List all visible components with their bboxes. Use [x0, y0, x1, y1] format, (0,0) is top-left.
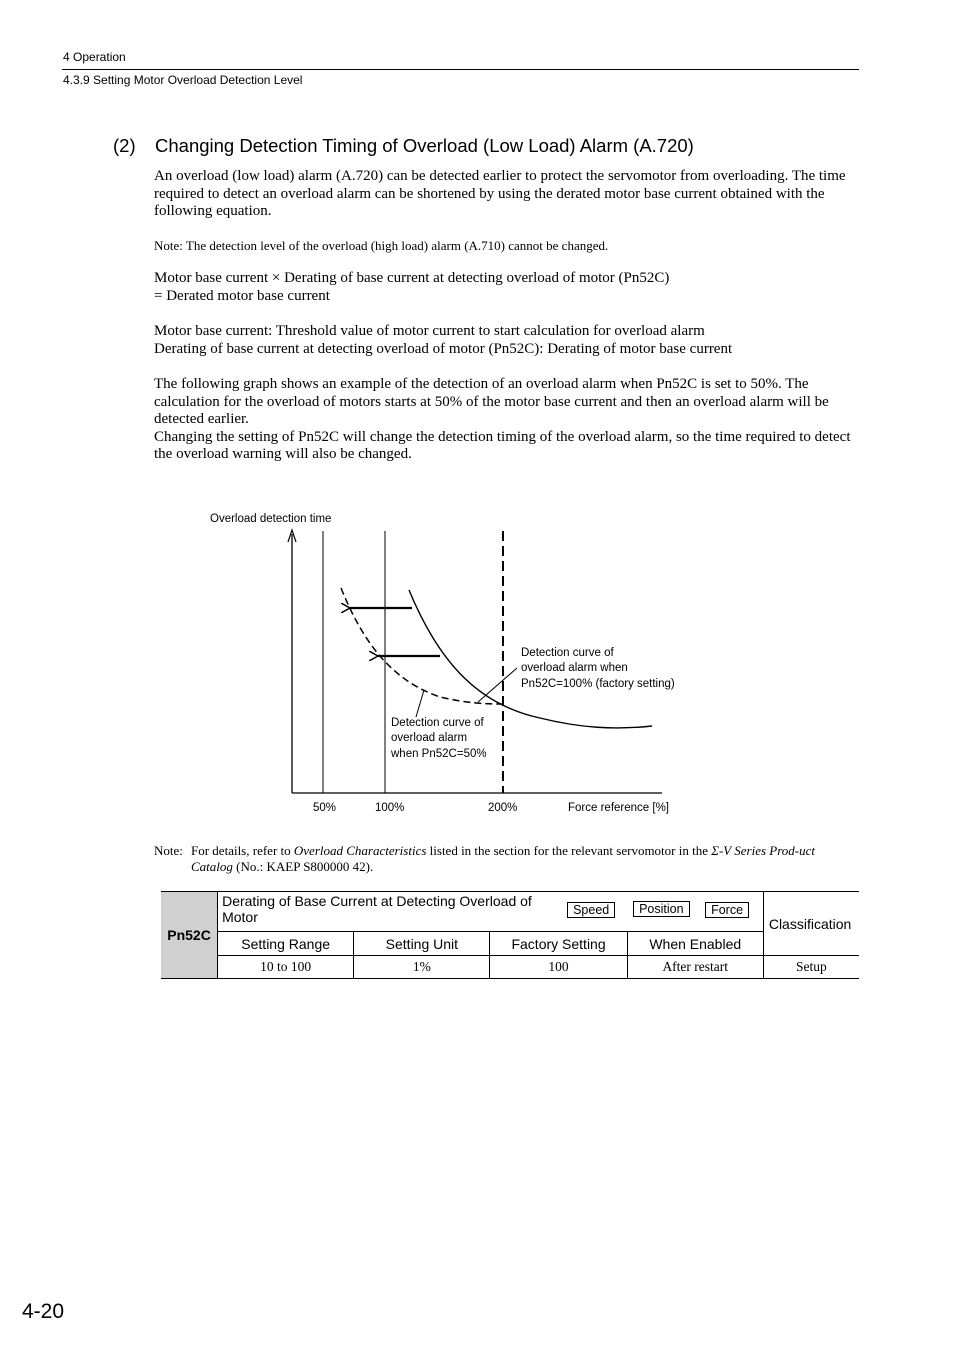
value-classification: Setup: [763, 956, 859, 979]
series-dashed-curve: [341, 588, 503, 704]
section-header: 4.3.9 Setting Motor Overload Detection Level: [63, 73, 303, 87]
section-number: (2): [113, 135, 136, 156]
note-label: Note:: [154, 843, 183, 858]
dashed-callout-pointer: [416, 690, 424, 717]
dashed-curve-label-2: overload alarm: [391, 732, 468, 744]
mode-badge-position: Position: [633, 901, 689, 917]
parameter-title: Derating of Base Current at Detecting Overload of Motor: [222, 893, 532, 925]
classification-header: Classification: [763, 892, 859, 956]
x-tick-50: 50%: [313, 802, 337, 814]
dashed-curve-label-1: Detection curve of: [391, 717, 484, 729]
header-setting-unit: Setting Unit: [354, 932, 490, 956]
definition-line-2: Derating of base current at detecting overload of motor (Pn52C): Derating of motor base current: [154, 340, 733, 357]
graph-explanation-1: The following graph shows an example of the detection of an overload alarm when Pn52C is set to 50%. The calculation for the overload of motors starts at 50% of the motor base current and then an overload alarm will be detected earlier.: [154, 376, 829, 428]
parameter-table: [161, 891, 859, 979]
chapter-header: 4 Operation: [63, 50, 126, 64]
x-tick-200: 200%: [488, 802, 518, 814]
y-axis-label: Overload detection time: [210, 513, 332, 525]
intro-paragraph: An overload (low load) alarm (A.720) can be detected earlier to protect the servomotor from overloading. The time required to detect an overload alarm can be shortened by using the derated motor base current obtained with the following equation.: [154, 168, 846, 220]
note-text: For details, refer to Overload Characteristics listed in the section for the relevant servomotor in the Σ-V Series Prod-uct Catalog (No.: KAEP S800000 42).: [191, 843, 816, 874]
mode-badge-speed: Speed: [567, 902, 615, 918]
x-axis-label: Force reference [%]: [568, 802, 669, 814]
equation-line-1: Motor base current × Derating of base current at detecting overload of motor (Pn52C): [154, 270, 670, 286]
header-setting-range: Setting Range: [218, 932, 354, 956]
mode-badge-force: Force: [705, 902, 749, 918]
graph-explanation-2: Changing the setting of Pn52C will change the detection timing of the overload alarm, so the time required to detect the overload warning will also be changed.: [154, 428, 851, 463]
parameter-code: Pn52C: [161, 892, 218, 979]
solid-curve-label-1: Detection curve of: [521, 647, 614, 659]
note-reference: [154, 843, 860, 875]
header-when-enabled: When Enabled: [627, 932, 763, 956]
x-tick-100: 100%: [375, 802, 405, 814]
equation-line-2: = Derated motor base current: [154, 287, 330, 304]
solid-curve-label-3: Pn52C=100% (factory setting): [521, 678, 675, 690]
note-high-load: Note: The detection level of the overload (high load) alarm (A.710) cannot be changed.: [154, 238, 609, 253]
value-factory-setting: 100: [490, 956, 627, 979]
page-number: 4-20: [22, 1300, 65, 1323]
definition-line-1: Motor base current: Threshold value of motor current to start calculation for overload alarm: [154, 323, 705, 339]
solid-callout-pointer: [478, 668, 517, 702]
value-setting-unit: 1%: [354, 956, 490, 979]
section-title: Changing Detection Timing of Overload (Low Load) Alarm (A.720): [155, 135, 694, 156]
value-when-enabled: After restart: [627, 956, 763, 979]
dashed-curve-label-3: when Pn52C=50%: [391, 748, 487, 760]
value-setting-range: 10 to 100: [218, 956, 354, 979]
solid-curve-label-2: overload alarm when: [521, 662, 628, 674]
parameter-title-cell: [218, 892, 764, 932]
header-factory-setting: Factory Setting: [490, 932, 627, 956]
